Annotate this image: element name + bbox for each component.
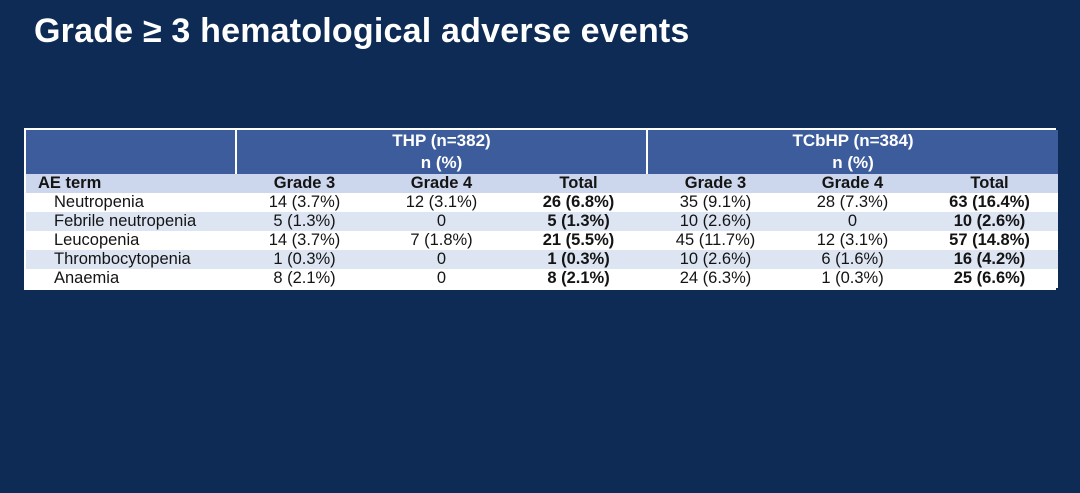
cell-thp-grade4: 0 xyxy=(373,250,510,269)
column-header-tcbhp-grade3: Grade 3 xyxy=(647,174,784,193)
cell-thp-grade3: 14 (3.7%) xyxy=(236,231,373,250)
table-row xyxy=(26,193,1058,212)
table-row xyxy=(26,231,1058,250)
table-row xyxy=(26,212,1058,231)
cell-thp-grade3: 14 (3.7%) xyxy=(236,193,373,212)
page-title: Grade ≥ 3 hematological adverse events xyxy=(34,12,690,50)
adverse-events-table xyxy=(26,130,1058,288)
cell-tcbhp-total: 25 (6.6%) xyxy=(921,269,1058,288)
cell-thp-total: 5 (1.3%) xyxy=(510,212,647,231)
cell-term: Anaemia xyxy=(26,269,236,288)
cell-term: Thrombocytopenia xyxy=(26,250,236,269)
cell-thp-total: 21 (5.5%) xyxy=(510,231,647,250)
group-header-tcbhp-line1: TCbHP (n=384) xyxy=(792,131,914,150)
column-header-thp-total: Total xyxy=(510,174,647,193)
group-header-tcbhp xyxy=(647,130,1058,174)
cell-tcbhp-grade3: 10 (2.6%) xyxy=(647,212,784,231)
cell-tcbhp-grade3: 45 (11.7%) xyxy=(647,231,784,250)
cell-thp-grade4: 7 (1.8%) xyxy=(373,231,510,250)
cell-tcbhp-grade4: 6 (1.6%) xyxy=(784,250,921,269)
table-column-header-row xyxy=(26,174,1058,193)
cell-thp-grade3: 5 (1.3%) xyxy=(236,212,373,231)
cell-tcbhp-total: 16 (4.2%) xyxy=(921,250,1058,269)
cell-tcbhp-grade4: 12 (3.1%) xyxy=(784,231,921,250)
column-header-tcbhp-total: Total xyxy=(921,174,1058,193)
cell-tcbhp-total: 63 (16.4%) xyxy=(921,193,1058,212)
group-header-thp-line1: THP (n=382) xyxy=(392,131,491,150)
cell-tcbhp-grade4: 0 xyxy=(784,212,921,231)
cell-thp-grade4: 0 xyxy=(373,269,510,288)
adverse-events-table-container xyxy=(24,128,1056,290)
cell-tcbhp-grade3: 35 (9.1%) xyxy=(647,193,784,212)
table-row xyxy=(26,250,1058,269)
cell-thp-grade4: 0 xyxy=(373,212,510,231)
cell-tcbhp-grade3: 10 (2.6%) xyxy=(647,250,784,269)
cell-tcbhp-grade4: 1 (0.3%) xyxy=(784,269,921,288)
group-header-thp-line2: n (%) xyxy=(420,152,463,172)
cell-tcbhp-total: 57 (14.8%) xyxy=(921,231,1058,250)
table-group-header-row xyxy=(26,130,1058,174)
table-row xyxy=(26,269,1058,288)
group-header-blank xyxy=(26,130,236,174)
column-header-tcbhp-grade4: Grade 4 xyxy=(784,174,921,193)
group-header-tcbhp-line2: n (%) xyxy=(832,152,874,172)
cell-thp-grade3: 1 (0.3%) xyxy=(236,250,373,269)
cell-thp-grade3: 8 (2.1%) xyxy=(236,269,373,288)
cell-thp-grade4: 12 (3.1%) xyxy=(373,193,510,212)
cell-term: Neutropenia xyxy=(26,193,236,212)
column-header-ae-term: AE term xyxy=(26,174,236,193)
column-header-thp-grade3: Grade 3 xyxy=(236,174,373,193)
cell-tcbhp-total: 10 (2.6%) xyxy=(921,212,1058,231)
group-header-thp xyxy=(236,130,647,174)
cell-thp-total: 26 (6.8%) xyxy=(510,193,647,212)
cell-tcbhp-grade4: 28 (7.3%) xyxy=(784,193,921,212)
cell-thp-total: 1 (0.3%) xyxy=(510,250,647,269)
cell-tcbhp-grade3: 24 (6.3%) xyxy=(647,269,784,288)
cell-term: Febrile neutropenia xyxy=(26,212,236,231)
cell-thp-total: 8 (2.1%) xyxy=(510,269,647,288)
column-header-thp-grade4: Grade 4 xyxy=(373,174,510,193)
cell-term: Leucopenia xyxy=(26,231,236,250)
